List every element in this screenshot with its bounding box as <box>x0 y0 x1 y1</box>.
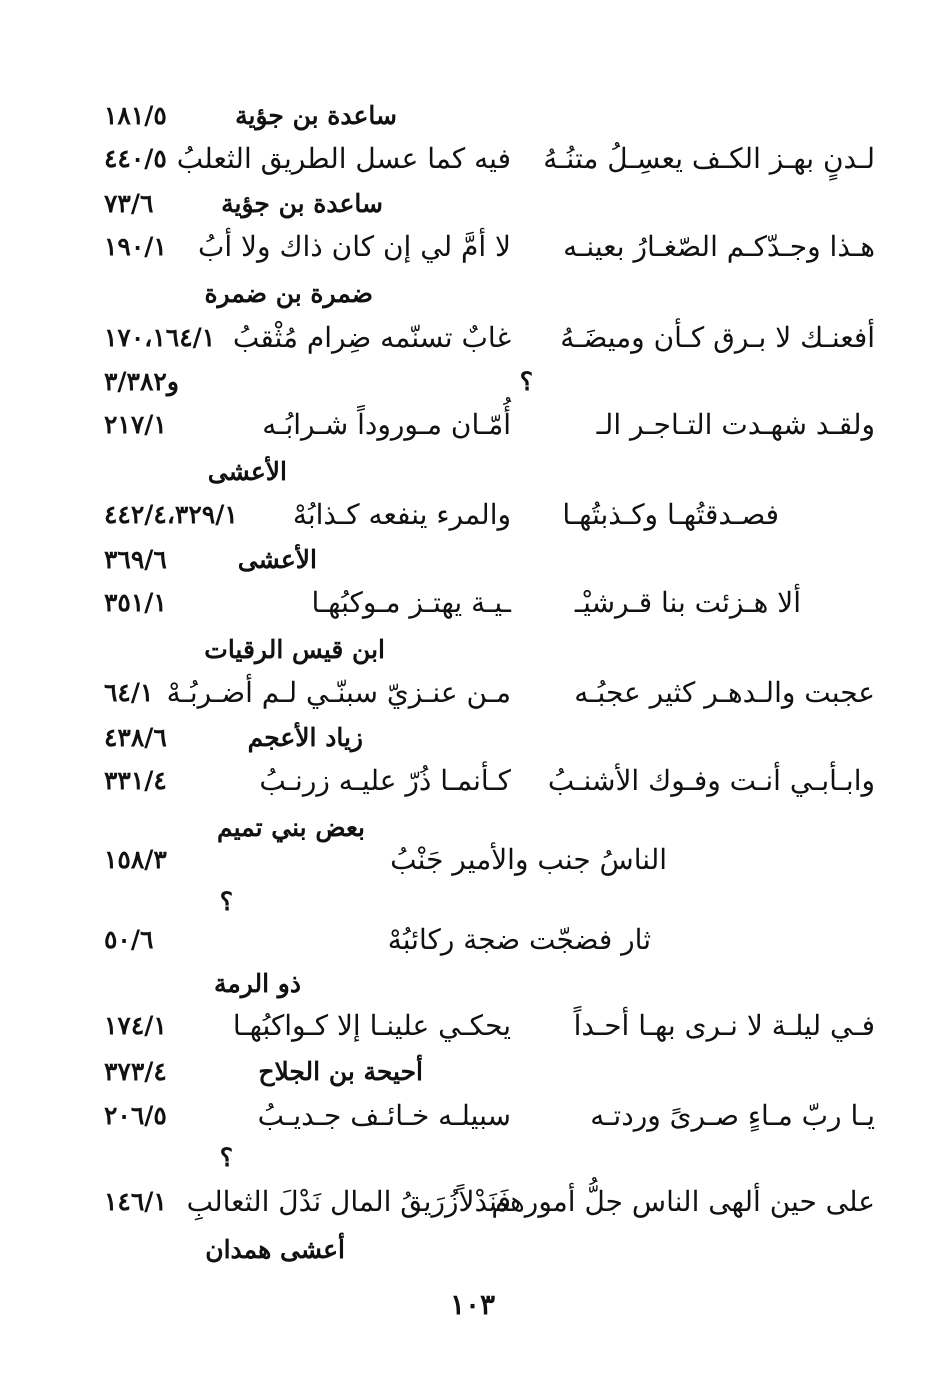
verse-second-hemistich: والمرء ينفعه كـذابُهْ <box>292 498 511 531</box>
reference: ١٧٠،١٦٤/١ <box>104 323 216 352</box>
reference: ١٩٠/١ <box>104 232 167 261</box>
verse-line <box>0 671 945 715</box>
poet-name: بعض بني تميم <box>217 813 365 842</box>
verse-first-hemistich: أفعنـك لا بـرق كـأن وميضَـهُ <box>560 321 875 354</box>
poet-line <box>0 628 945 672</box>
reference: ٢٠٦/٥ <box>104 1101 167 1130</box>
verse-second-hemistich: غابٌ تسنّمه ضِرام مُثْقبُ <box>232 321 511 354</box>
verse-line <box>0 137 945 181</box>
reference: ٧٣/٦ <box>104 189 154 218</box>
poet-name: زياد الأعجم <box>247 723 363 752</box>
verse-first-hemistich: وابـأبـي أنـت وفـوك الأشنـبُ <box>547 764 875 797</box>
reference: ٢١٧/١ <box>104 410 167 439</box>
verse-second-hemistich: كـأنمـا ذُرّ عليـه زرنـبُ <box>259 764 511 797</box>
poet-line <box>0 450 945 494</box>
single-verse: ثار فضجّت ضجة ركائبُهْ <box>387 923 651 956</box>
verse-line <box>0 403 945 447</box>
poet-line <box>0 538 945 582</box>
poet-name: ؟ <box>219 1143 233 1172</box>
reference: ١٨١/٥ <box>104 101 167 130</box>
verse-first-hemistich: عجبت والـدهـر كثير عجبُـه <box>574 676 875 709</box>
poet-name: أحيحة بن الجلاح <box>258 1057 423 1086</box>
verse-second-hemistich: ـيـة يهتـز مـوكبُهـا <box>311 586 511 619</box>
reference: ٣٥١/١ <box>104 588 167 617</box>
verse-second-hemistich: فيه كما عسل الطريق الثعلبُ <box>176 142 511 175</box>
verse-first-hemistich: فصـدقتُهـا وكـذبتُهـا <box>562 498 779 531</box>
verse-second-hemistich: أُمّـان مـوروداً شـرابُـه <box>262 408 511 441</box>
verse-first-hemistich: على حين ألهى الناس جلُّ أمورهم <box>491 1185 875 1218</box>
verse-first-hemistich: يـا ربّ مـاءٍ صـرىً وردتـه <box>590 1099 875 1132</box>
single-verse: الناسُ جنب والأمير جَنْبُ <box>390 843 667 876</box>
verse-line <box>0 918 945 962</box>
poet-name: أعشى همدان <box>205 1235 345 1264</box>
verse-line <box>0 1004 945 1048</box>
reference: ٣٣١/٤ <box>104 766 167 795</box>
reference: ١٧٤/١ <box>104 1011 167 1040</box>
verse-first-hemistich: هـذا وجـدّكـم الصّغـارُ بعينـه <box>563 230 875 263</box>
poet-line <box>0 360 945 404</box>
poet-line <box>0 272 945 316</box>
reference: ٤٣٨/٦ <box>104 723 167 752</box>
poet-line <box>0 716 945 760</box>
poet-line <box>0 94 945 138</box>
poet-line <box>0 1228 945 1272</box>
poet-name: ضمرة بن ضمرة <box>204 279 373 308</box>
poet-line <box>0 182 945 226</box>
verse-line <box>0 759 945 803</box>
verse-line <box>0 838 945 882</box>
verse-line <box>0 1180 945 1224</box>
reference: ٣٦٩/٦ <box>104 545 167 574</box>
reference: ١٥٨/٣ <box>104 845 167 874</box>
verse-first-hemistich: لـدنٍ بهـز الكـف يعسِـلُ متنُـهُ <box>543 142 875 175</box>
verse-first-hemistich: ولقـد شهـدت التـاجـر الـ <box>596 408 875 441</box>
poet-name: ابن قيس الرقيات <box>204 635 385 664</box>
poet-name: ساعدة بن جؤية <box>235 101 397 130</box>
verse-first-hemistich: ألا هـزئت بنا قـرشيْـ <box>574 586 801 619</box>
verse-line <box>0 316 945 360</box>
verse-second-hemistich: فَنَدْلاًزُرَيقُ المال نَدْلَ الثعالبِ <box>186 1185 511 1218</box>
poet-name: الأعشى <box>237 545 317 574</box>
verse-second-hemistich: سبيلـه خـائـف جـديـبُ <box>257 1099 511 1132</box>
verse-first-hemistich: فـي ليلـة لا نـرى بهـا أحـداً <box>573 1009 875 1042</box>
poet-name: ؟ <box>219 887 233 916</box>
poet-line <box>0 1136 945 1180</box>
poet-line <box>0 962 945 1006</box>
reference: ٤٤٠/٥ <box>104 144 167 173</box>
verse-line <box>0 1094 945 1138</box>
verse-second-hemistich: مـن عنـزيّ سبنّـي لـم أضـربُـهْ <box>166 676 511 709</box>
poet-name: ؟ <box>519 367 533 396</box>
reference: ٥٠/٦ <box>104 925 154 954</box>
verse-second-hemistich: لا أمَّ لي إن كان ذاك ولا أبُ <box>198 230 511 263</box>
reference: ٦٤/١ <box>104 678 154 707</box>
poet-name: ساعدة بن جؤية <box>221 189 383 218</box>
verse-line <box>0 493 945 537</box>
verse-line <box>0 581 945 625</box>
poet-name: ذو الرمة <box>213 969 301 998</box>
reference: ٤٤٢/٤،٣٢٩/١ <box>104 500 238 529</box>
reference: و٣/٣٨٢ <box>104 367 179 396</box>
reference: ١٤٦/١ <box>104 1187 167 1216</box>
poet-name: الأعشى <box>207 457 287 486</box>
verse-second-hemistich: يحكـي علينـا إلا كـواكبُهـا <box>232 1009 511 1042</box>
verse-line <box>0 225 945 269</box>
reference: ٣٧٣/٤ <box>104 1057 167 1086</box>
page-number: ١٠٣ <box>449 1288 496 1321</box>
poet-line <box>0 1050 945 1094</box>
